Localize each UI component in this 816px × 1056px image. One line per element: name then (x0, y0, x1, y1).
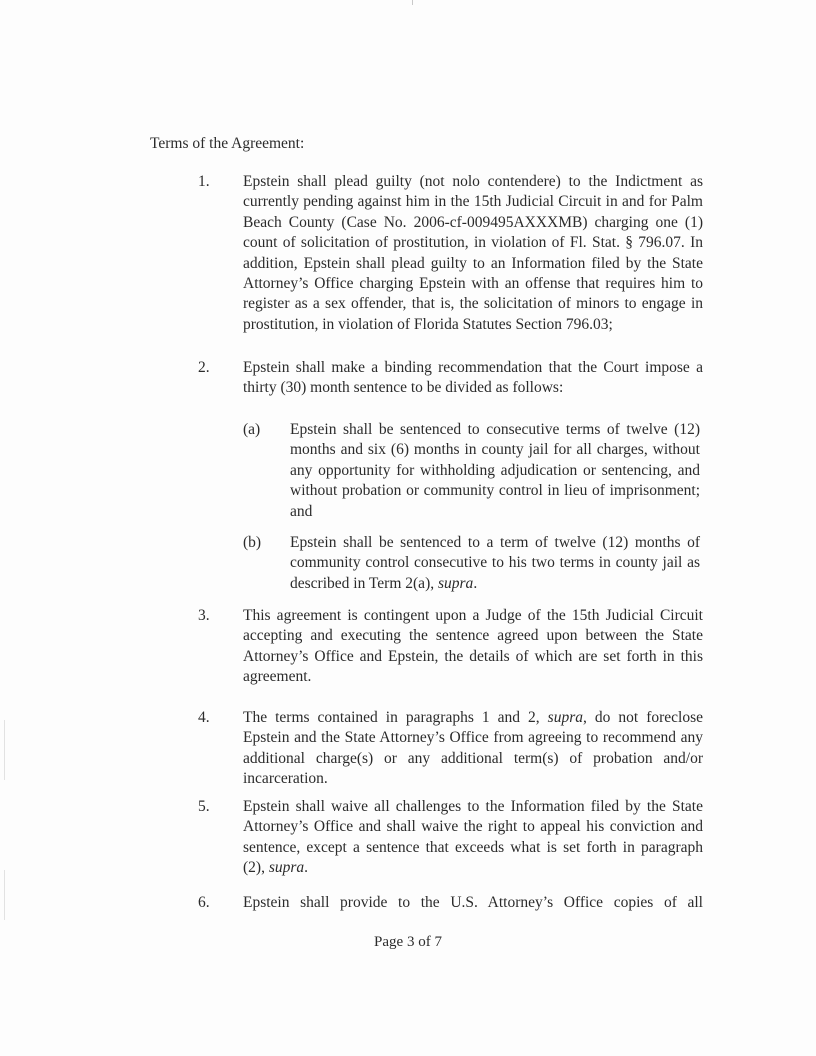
paragraph-number: 3. (198, 607, 210, 624)
term-paragraph-4 (150, 708, 710, 792)
page-number-footer: Page 3 of 7 (374, 934, 442, 950)
term-subitem-b (243, 533, 713, 597)
paragraph-text: Epstein shall make a binding recommendation that the Court impose a thirty (30) month sentence to be divided as follows: (243, 359, 703, 397)
paragraph-number: 4. (198, 709, 210, 726)
term-paragraph-6 (150, 893, 710, 915)
paragraph-text: Epstein shall waive all challenges to the Information filed by the State Attorney’s Office and shall waive the right to appeal his conviction and sentence, except a sentence that exceeds what is set forth in paragraph (2), supra. (243, 798, 703, 877)
paragraph-number: 5. (198, 798, 210, 815)
scan-mark (412, 0, 413, 5)
term-paragraph-2 (150, 358, 710, 402)
term-paragraph-3 (150, 606, 710, 690)
term-paragraph-5 (150, 797, 710, 881)
section-heading: Terms of the Agreement: (150, 135, 305, 152)
paragraph-text: Epstein shall provide to the U.S. Attorney’s Office copies of all (243, 894, 703, 911)
paragraph-number: 1. (198, 173, 210, 190)
paragraph-text: Epstein shall plead guilty (not nolo contendere) to the Indictment as currently pending against him in the 15th Judicial Circuit in and for Palm Beach County (Case No. 2006-cf-009495AXXXMB) charging one (1) count of solicitation of prostitution, in violation of Fl. Stat. § 796.07. In addition, Epstein shall plead guilty to an Information filed by the State Attorney’s Office charging Epstein with an offense that requires him to register as a sex offender, that is, the solicitation of minors to engage in prostitution, in violation of Florida Statutes Section 796.03; (243, 173, 703, 333)
paragraph-number: 6. (198, 894, 210, 911)
scan-mark (4, 870, 5, 920)
paragraph-number: 2. (198, 359, 210, 376)
subitem-text: Epstein shall be sentenced to consecutive terms of twelve (12) months and six (6) months in county jail for all charges, without any opportunity for withholding adjudication or sentencing, and without probation or community control in lieu of imprisonment; and (290, 421, 700, 520)
term-paragraph-1 (150, 172, 710, 344)
subitem-letter: (b) (243, 534, 262, 551)
term-subitem-a (243, 420, 713, 525)
subitem-letter: (a) (243, 421, 261, 438)
paragraph-text: This agreement is contingent upon a Judge of the 15th Judicial Circuit accepting and executing the sentence agreed upon between the State Attorney’s Office and Epstein, the details of which are set forth in this agreement. (243, 607, 703, 686)
paragraph-text: The terms contained in paragraphs 1 and 2, supra, do not foreclose Epstein and the State Attorney’s Office from agreeing to recommend any additional charge(s) or any additional term(s) of probation and/or incarceration. (243, 709, 704, 788)
scan-mark (4, 720, 5, 780)
subitem-text: Epstein shall be sentenced to a term of twelve (12) months of community control consecutive to his two terms in county jail as described in Term 2(a), supra. (290, 534, 700, 592)
